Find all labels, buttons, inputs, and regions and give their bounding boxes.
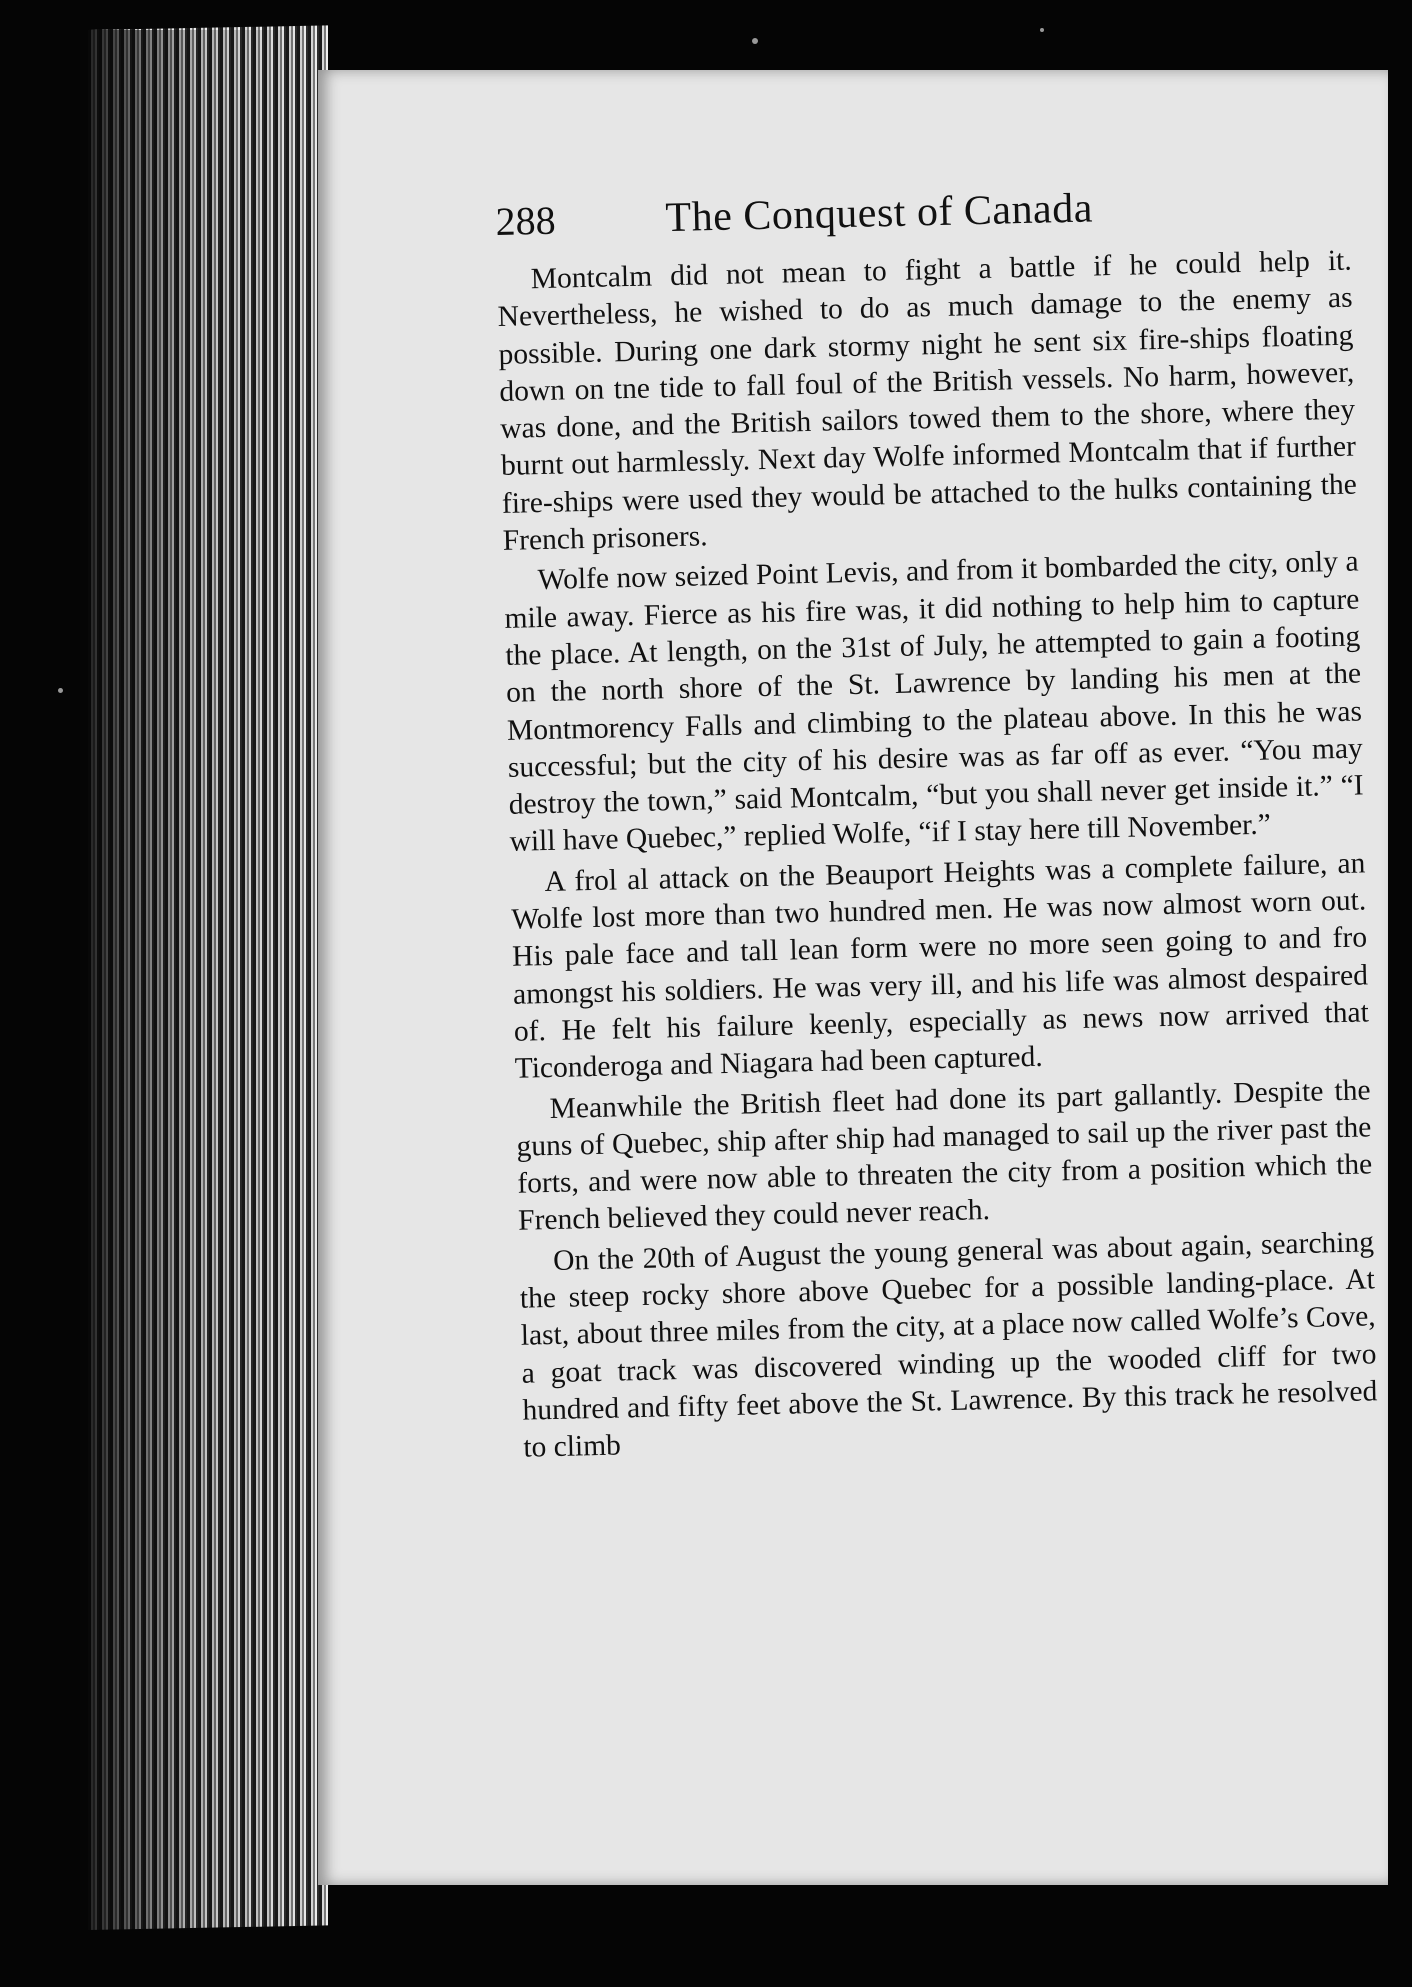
- page-number: 288: [495, 197, 557, 244]
- paragraph-1: Montcalm did not mean to fight a battle if he could help it. Nevertheless, he wished to do as much damage to the enemy as possible. During one dark stormy night he sent six fire-ships floating down on tne tide to fall foul of the British vessels. No harm, however, was done, and the British sailors towed them to the shore, where they burnt out harmlessly. Next day Wolfe informed Montcalm that if further fire-ships were used they would be attached to the hulks containing the French prisoners.: [497, 244, 1358, 557]
- paragraph-5: On the 20th of August the young general was about again, searching the steep rocky shore above Quebec for a possible landing-place. At last, about three miles from the city, at a place now called Wolfe’s Cove, a goat track was discovered winding up the wooded cliff for two hundred and fifty feet above the St. Lawrence. By this track he resolved to climb: [519, 1226, 1378, 1464]
- scan-speck: [1040, 28, 1044, 32]
- paragraph-3: A frol al attack on the Beauport Heights was a complete failure, an Wolfe lost more than two hundred men. He was now almost worn out. His pale face and tall lean form were no more seen going to and fro amongst his soldiers. He was very ill, and his life was almost despaired of. He felt his failure keenly, especially as news now arrived that Ticonderoga and Niagara had been captured.: [511, 847, 1370, 1086]
- paragraph-2: Wolfe now seized Point Levis, and from it bombarded the city, only a mile away. Fierce as his fire was, it did nothing to help him to capture the place. At length, on the 31st of July, he attempted to gain a footing on the north shore of the St. Lawrence by landing his men at the Montmorency Falls and climbing to the plateau above. In this he was successful; but the city of his desire was as far off as ever. “You may destroy the town,” said Montcalm, “but you shall never get inside it.” “I will have Quebec,” replied Wolfe, “if I stay here till November.”: [504, 545, 1364, 859]
- paragraph-4: Meanwhile the British fleet had done its part gallantly. Despite the guns of Quebec, ship after ship had managed to sail up the river past the forts, and were now able to threaten the city from a position which the French believed they could never reach.: [516, 1073, 1373, 1238]
- running-title: The Conquest of Canada: [664, 185, 1094, 242]
- scan-speck: [58, 688, 63, 693]
- scan-speck: [752, 38, 758, 44]
- page-content: [495, 179, 1379, 1471]
- book-edge-shadow: [88, 30, 328, 1930]
